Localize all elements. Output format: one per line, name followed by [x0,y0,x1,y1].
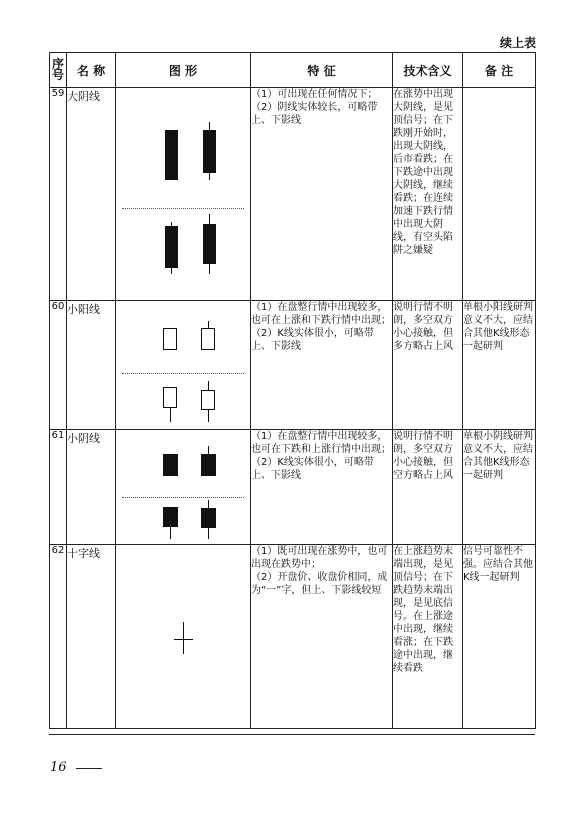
table-row [50,430,536,545]
page-rule [49,734,535,735]
header-tech: 技术含义 [393,53,463,88]
small-bullish-candle [163,328,177,350]
figure-divider [122,208,244,209]
row-number: 60 [50,301,67,430]
pattern-feature: （1）可出现在任何情况下； （2）阴线实体较长，可略带上、下影线 [251,88,393,301]
pattern-figure [116,88,251,301]
pattern-feature: （1）在盘整行情中出现较多，也可在上涨和下跌行情中出现； （2）K线实体很小，可略带上、下影线 [251,301,393,430]
row-number: 59 [50,88,67,301]
small-bearish-candle-both-shadows [201,500,216,539]
figure-divider [122,497,244,498]
pattern-name: 小阳线 [67,301,116,430]
pattern-note [463,88,536,301]
candle-body [163,328,177,350]
header-no: 序 号 [50,53,67,88]
header-feature: 特 征 [251,53,393,88]
pattern-feature: （1）在盘整行情中出现较多，也可在下跌和上涨行情中出现； （2）K线实体很小，可略带上、下影线 [251,430,393,545]
candle-body [163,387,177,408]
pattern-note: 单根小阴线研判意义不大，应结合其他K线形态一起研判 [463,430,536,545]
candle-body [203,130,216,173]
candle-wick [170,407,171,422]
pattern-tech-meaning: 说明行情不明朗，多空双方小心接触，但多方略占上风 [393,301,463,430]
pattern-name: 十字线 [67,545,116,729]
header-note: 备 注 [463,53,536,88]
pattern-tech-meaning: 在上涨趋势末端出现，是见顶信号；在下跌趋势末端出现，是见底信号。在上涨途中出现，继续看涨；在下跌途中出现，继续看跌 [393,545,463,729]
pattern-figure [116,545,251,729]
pattern-tech-meaning: 说明行情不明朗，多空双方小心接触，但空方略占上风 [393,430,463,545]
small-bearish-candle-upper-shadow [201,446,216,476]
page-number: 16 [50,760,67,775]
header-name: 名 称 [67,53,116,88]
doji-cross-horizontal [174,639,193,640]
small-bearish-candle-lower-shadow [163,507,178,539]
candle-body [201,508,216,528]
pattern-name: 大阴线 [67,88,116,301]
candle-wick [170,525,171,539]
candle-body [165,226,178,268]
big-bearish-candle [165,130,178,180]
pattern-note: 单根小阳线研判意义不大，应结合其他K线形态一起研判 [463,301,536,430]
pattern-figure [116,301,251,430]
figure-divider [122,373,244,374]
table-row [50,88,536,301]
candle-body [201,328,215,350]
candle-body [201,390,215,410]
big-bearish-candle-both-shadows [203,214,216,274]
doji-cross-vertical [183,622,184,654]
small-bullish-candle-lower-shadow [163,387,177,422]
big-bearish-candle-lower-shadow [165,222,178,274]
table-row [50,545,536,729]
table-row [50,301,536,430]
table-header [50,53,536,88]
pattern-tech-meaning: 在涨势中出现大阴线，是见顶信号；在下跌刚开始时，出现大阴线，后市看跌；在下跌途中出现大阴线，继续看跌；在连续加速下跌行情中出现大阴线，有空头陷阱之嫌疑 [393,88,463,301]
small-bullish-candle-upper-shadow [201,321,215,350]
pattern-figure [116,430,251,545]
row-number: 61 [50,430,67,545]
candle-body [201,454,216,476]
candle-body [165,130,178,180]
candlestick-table [49,52,536,729]
row-number: 62 [50,545,67,729]
candle-body [203,224,216,264]
candle-body [163,507,178,527]
small-bullish-candle-both-shadows [201,381,215,422]
continued-label: 续上表 [499,36,536,50]
candle-body [163,454,178,476]
page-number-dash [76,768,102,769]
header-figure: 图 形 [116,53,251,88]
small-bearish-candle [163,454,178,476]
pattern-name: 小阴线 [67,430,116,545]
pattern-note: 信号可靠性不强。应结合其他K线一起研判 [463,545,536,729]
pattern-feature: （1）既可出现在涨势中，也可出现在跌势中； （2）开盘价、收盘价相同，成为“一”字，但上、下影线较短 [251,545,393,729]
big-bearish-candle-shadow [203,122,216,180]
